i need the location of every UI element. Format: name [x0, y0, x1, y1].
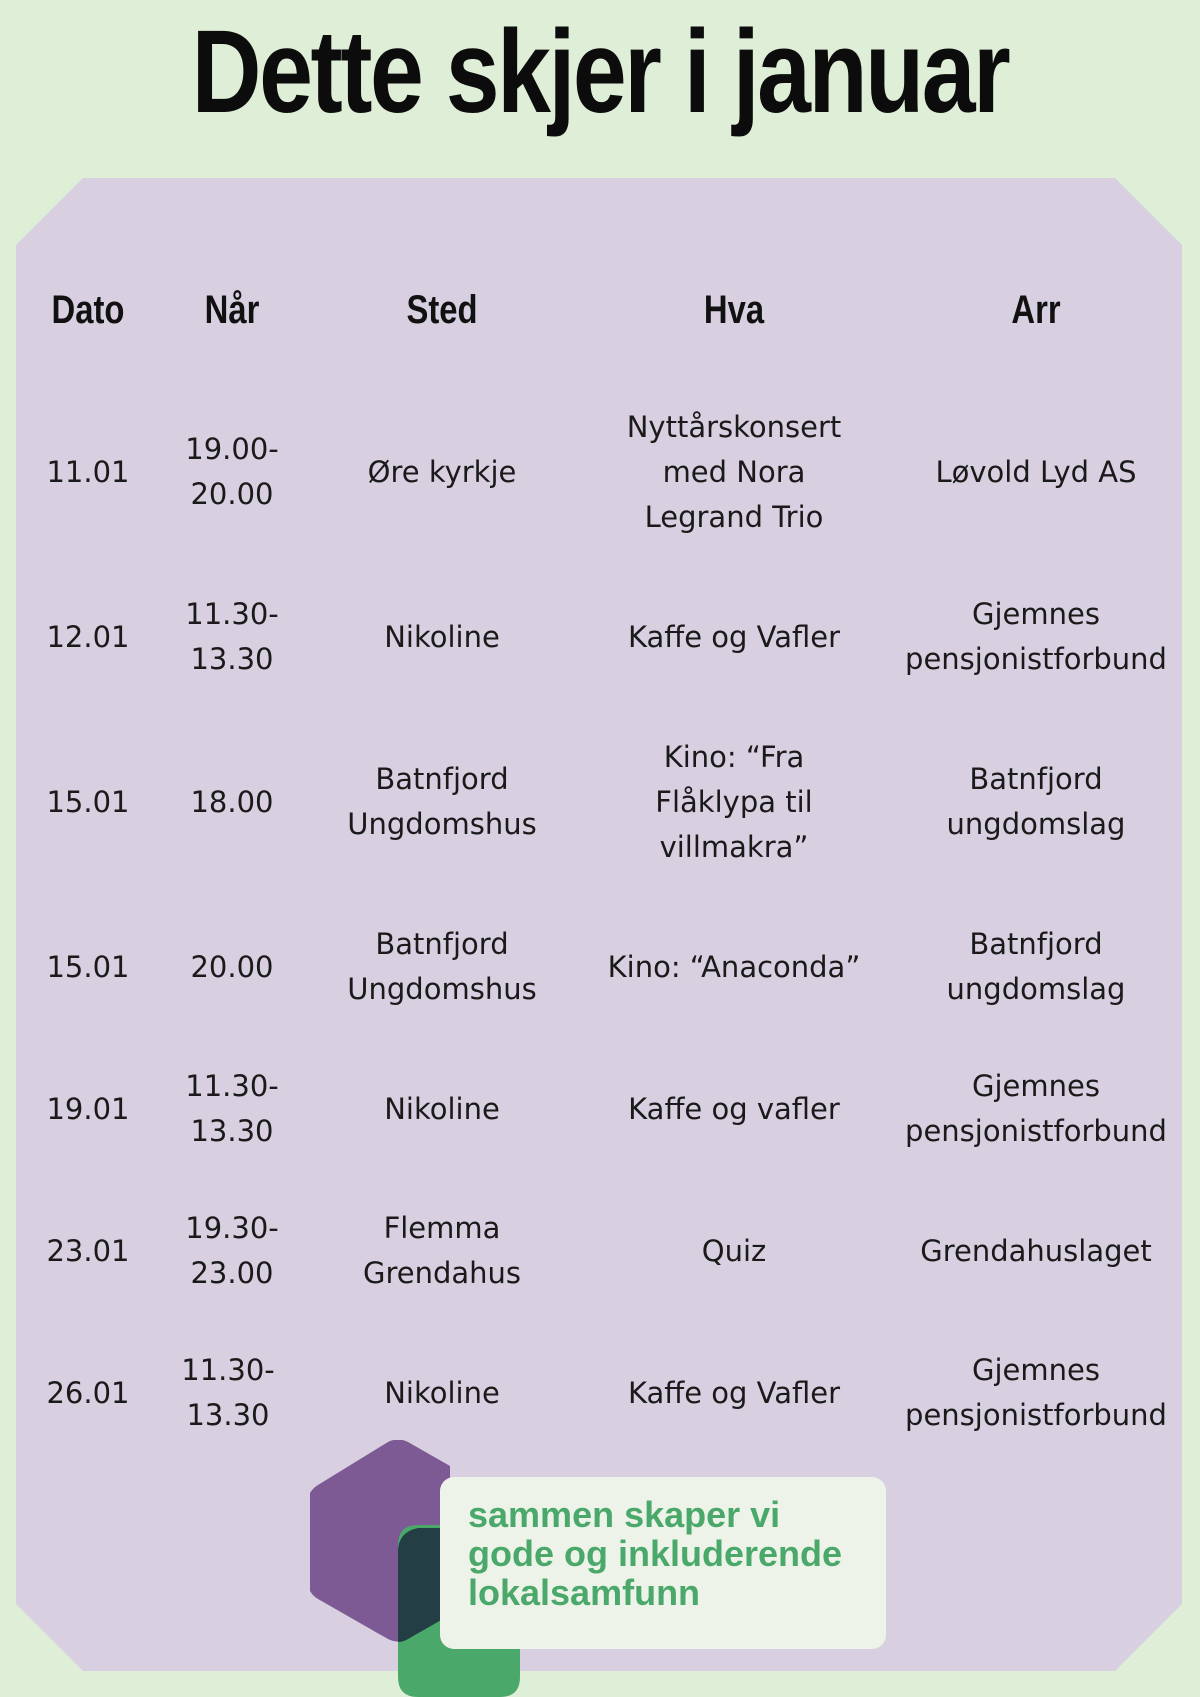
cell-date: 15.01: [46, 784, 130, 819]
cell-time: 11.30- 13.30: [181, 1353, 275, 1432]
cell-time: 19.30- 23.00: [185, 1211, 279, 1290]
tagline: sammen skaper vi gode og inkluderende lokalsamfunn: [468, 1494, 843, 1613]
cell-organizer: Gjemnes pensjonistforbund: [905, 1069, 1167, 1148]
cell-time: 11.30- 13.30: [185, 597, 279, 676]
cell-organizer: Grendahuslaget: [920, 1233, 1152, 1268]
cell-time: 18.00: [190, 784, 274, 819]
header-time: Når: [204, 288, 260, 332]
cell-place: Øre kyrkje: [367, 454, 517, 489]
cell-date: 26.01: [46, 1375, 130, 1410]
cell-organizer: Gjemnes pensjonistforbund: [905, 1353, 1167, 1432]
cell-what: Kaffe og Vafler: [627, 1375, 841, 1410]
header-place: Sted: [406, 288, 478, 332]
cell-place: Batnfjord Ungdomshus: [347, 927, 537, 1006]
cell-what: Kino: “Anaconda”: [607, 949, 861, 984]
cell-what: Kaffe og vafler: [628, 1091, 840, 1126]
cell-time: 19.00- 20.00: [185, 432, 279, 511]
cell-what: Nyttårskonsert med Nora Legrand Trio: [626, 409, 842, 534]
cell-what: Kino: “Fra Flåklypa til villmakra”: [655, 739, 813, 864]
header-organizer: Arr: [1011, 288, 1061, 332]
cell-date: 12.01: [46, 619, 130, 654]
cell-organizer: Batnfjord ungdomslag: [946, 762, 1126, 841]
cell-place: Flemma Grendahus: [362, 1211, 522, 1290]
header-what: Hva: [703, 288, 765, 332]
cell-place: Batnfjord Ungdomshus: [347, 762, 537, 841]
cell-what: Quiz: [701, 1233, 767, 1268]
header-date: Dato: [51, 288, 125, 332]
cell-place: Nikoline: [384, 619, 500, 654]
cell-organizer: Gjemnes pensjonistforbund: [905, 597, 1167, 676]
page-title: Dette skjer i januar: [191, 6, 1009, 138]
cell-date: 19.01: [46, 1091, 130, 1126]
cell-time: 11.30- 13.30: [185, 1069, 279, 1148]
cell-organizer: Løvold Lyd AS: [935, 454, 1137, 489]
cell-time: 20.00: [190, 949, 274, 984]
cell-date: 15.01: [46, 949, 130, 984]
cell-what: Kaffe og Vafler: [627, 619, 841, 654]
cell-date: 23.01: [46, 1233, 130, 1268]
cell-organizer: Batnfjord ungdomslag: [946, 927, 1126, 1006]
cell-date: 11.01: [46, 454, 130, 489]
cell-place: Nikoline: [384, 1091, 500, 1126]
cell-place: Nikoline: [384, 1375, 500, 1410]
